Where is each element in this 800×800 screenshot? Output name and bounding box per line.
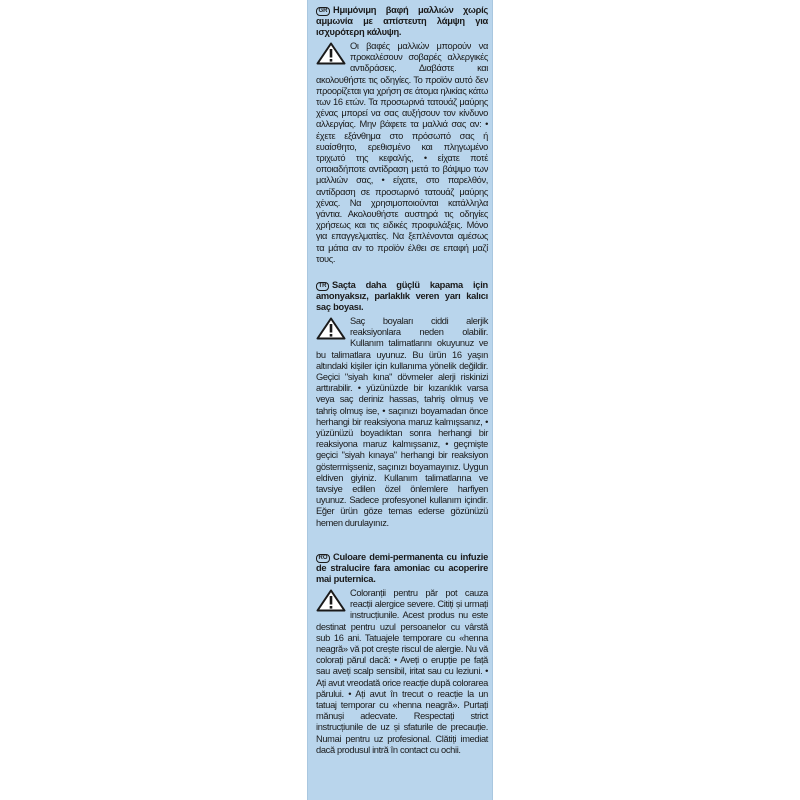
- heading-text: Ημιμόνιμη βαφή μαλλιών χωρίς αμμωνία με απίστευτη λάμψη για ισχυρότερη κάλυψη.: [316, 5, 488, 37]
- instruction-strip: [307, 0, 493, 800]
- language-code-badge: GR: [316, 7, 330, 16]
- warning-triangle-icon: [316, 42, 346, 65]
- warning-text: Coloranții pentru păr pot cauza reacții alergice severe. Citiți și urmați instrucțiunile. Acest produs nu este destinat pentru uzul persoanelor cu vârstă sub 16 ani. Tatuajele temporare cu «henna neagră» vă pot crește riscul de alergie. Nu vă colorați părul dacă: • Aveți o erupție pe față sau aveți scalp sensibil, iritat sau cu leziuni. • Ați avut vreodată orice reacție după colorarea părului. • Ați avut în trecut o reacție la un tatuaj temporar cu «henna neagră». Purtați mănuși adecvate. Respectați strict instrucțiunile de uz și sfaturile de precauție. Numai pentru uz profesional. Clătiți imediat dacă produsul intră în contact cu ochii.: [316, 588, 488, 755]
- heading-text: Saçta daha güçlü kapama için amonyaksız, parlaklık veren yarı kalıcı saç boyası.: [316, 280, 488, 312]
- section-greek: [316, 5, 488, 265]
- warning-triangle-icon: [316, 317, 346, 340]
- section-heading: [316, 552, 488, 585]
- section-heading: [316, 5, 488, 38]
- language-code-badge: TR: [316, 282, 329, 291]
- warning-text: Οι βαφές μαλλιών μπορούν να προκαλέσουν σοβαρές αλλεργικές αντιδράσεις. Διαβάστε και ακολουθήστε τις οδηγίες. Το προϊόν αυτό δεν προορίζεται για χρήση σε άτομα ηλικίας κάτω των 16 ετών. Τα προσωρινά τατουάζ μαύρης χένας μπορεί να σας αυξήσουν τον κίνδυνο αλλεργίας. Μην βάφετε τα μαλλιά σας αν: • έχετε εξάνθημα στο πρόσωπό σας ή ευαίσθητο, ερεθισμένο και πληγωμένο τριχωτό της κεφαλής, • είχατε ποτέ οποιαδήποτε αντίδραση μετά το βάψιμο των μαλλιών σας, • είχατε, στο παρελθόν, αντίδραση σε προσωρινό τατουάζ μαύρης χένας. Να χρησιμοποιούνται κατάλληλα γάντια. Ακολουθήστε αυστηρά τις οδηγίες χρήσεως και τις ειδικές προφυλάξεις. Μόνο για επαγγελματίες. Να ξεπλένονται αμέσως τα μάτια αν το προϊόν έλθει σε επαφή μαζί τους.: [316, 41, 488, 264]
- language-code-badge: RO: [316, 554, 330, 563]
- warning-body: [316, 588, 488, 756]
- heading-text: Culoare demi-permanenta cu infuzie de stralucire fara amoniac cu acoperire mai puternica.: [316, 552, 488, 584]
- warning-triangle-icon: [316, 589, 346, 612]
- warning-body: [316, 316, 488, 529]
- warning-text: Saç boyaları ciddi alerjik reaksiyonlara neden olabilir. Kullanım talimatlarını okuyunuz ve bu talimatlara uyunuz. Bu ürün 16 yaşın altındaki kişiler için kullanıma yönelik değildir. Geçici "siyah kına" dövmeler alerji riskinizi arttırabilir. • yüzünüzde bir kızarıklık varsa veya saç deriniz hassas, tahriş olmuş ve tahriş olmuş ise, • saçınızı boyamadan önce herhangi bir reaksiyona maruz kalmışsanız, • yüzünüzü boyadıktan sonra herhangi bir reaksiyona maruz kalmışsanız, • geçmişte geçici "siyah kınaya" herhangi bir reaksiyon göstermişseniz, saçınızı boyamayınız. Uygun eldiven giyiniz. Kullanım talimatlarına ve tavsiye edilen özel önlemlere harfiyen uyunuz. Sadece profesyonel kullanım içindir. Eğer ürün göze temas ederse gözünüzü hemen durulayınız.: [316, 316, 488, 528]
- warning-body: [316, 41, 488, 265]
- section-turkish: [316, 280, 488, 529]
- section-romanian: [316, 552, 488, 756]
- section-heading: [316, 280, 488, 313]
